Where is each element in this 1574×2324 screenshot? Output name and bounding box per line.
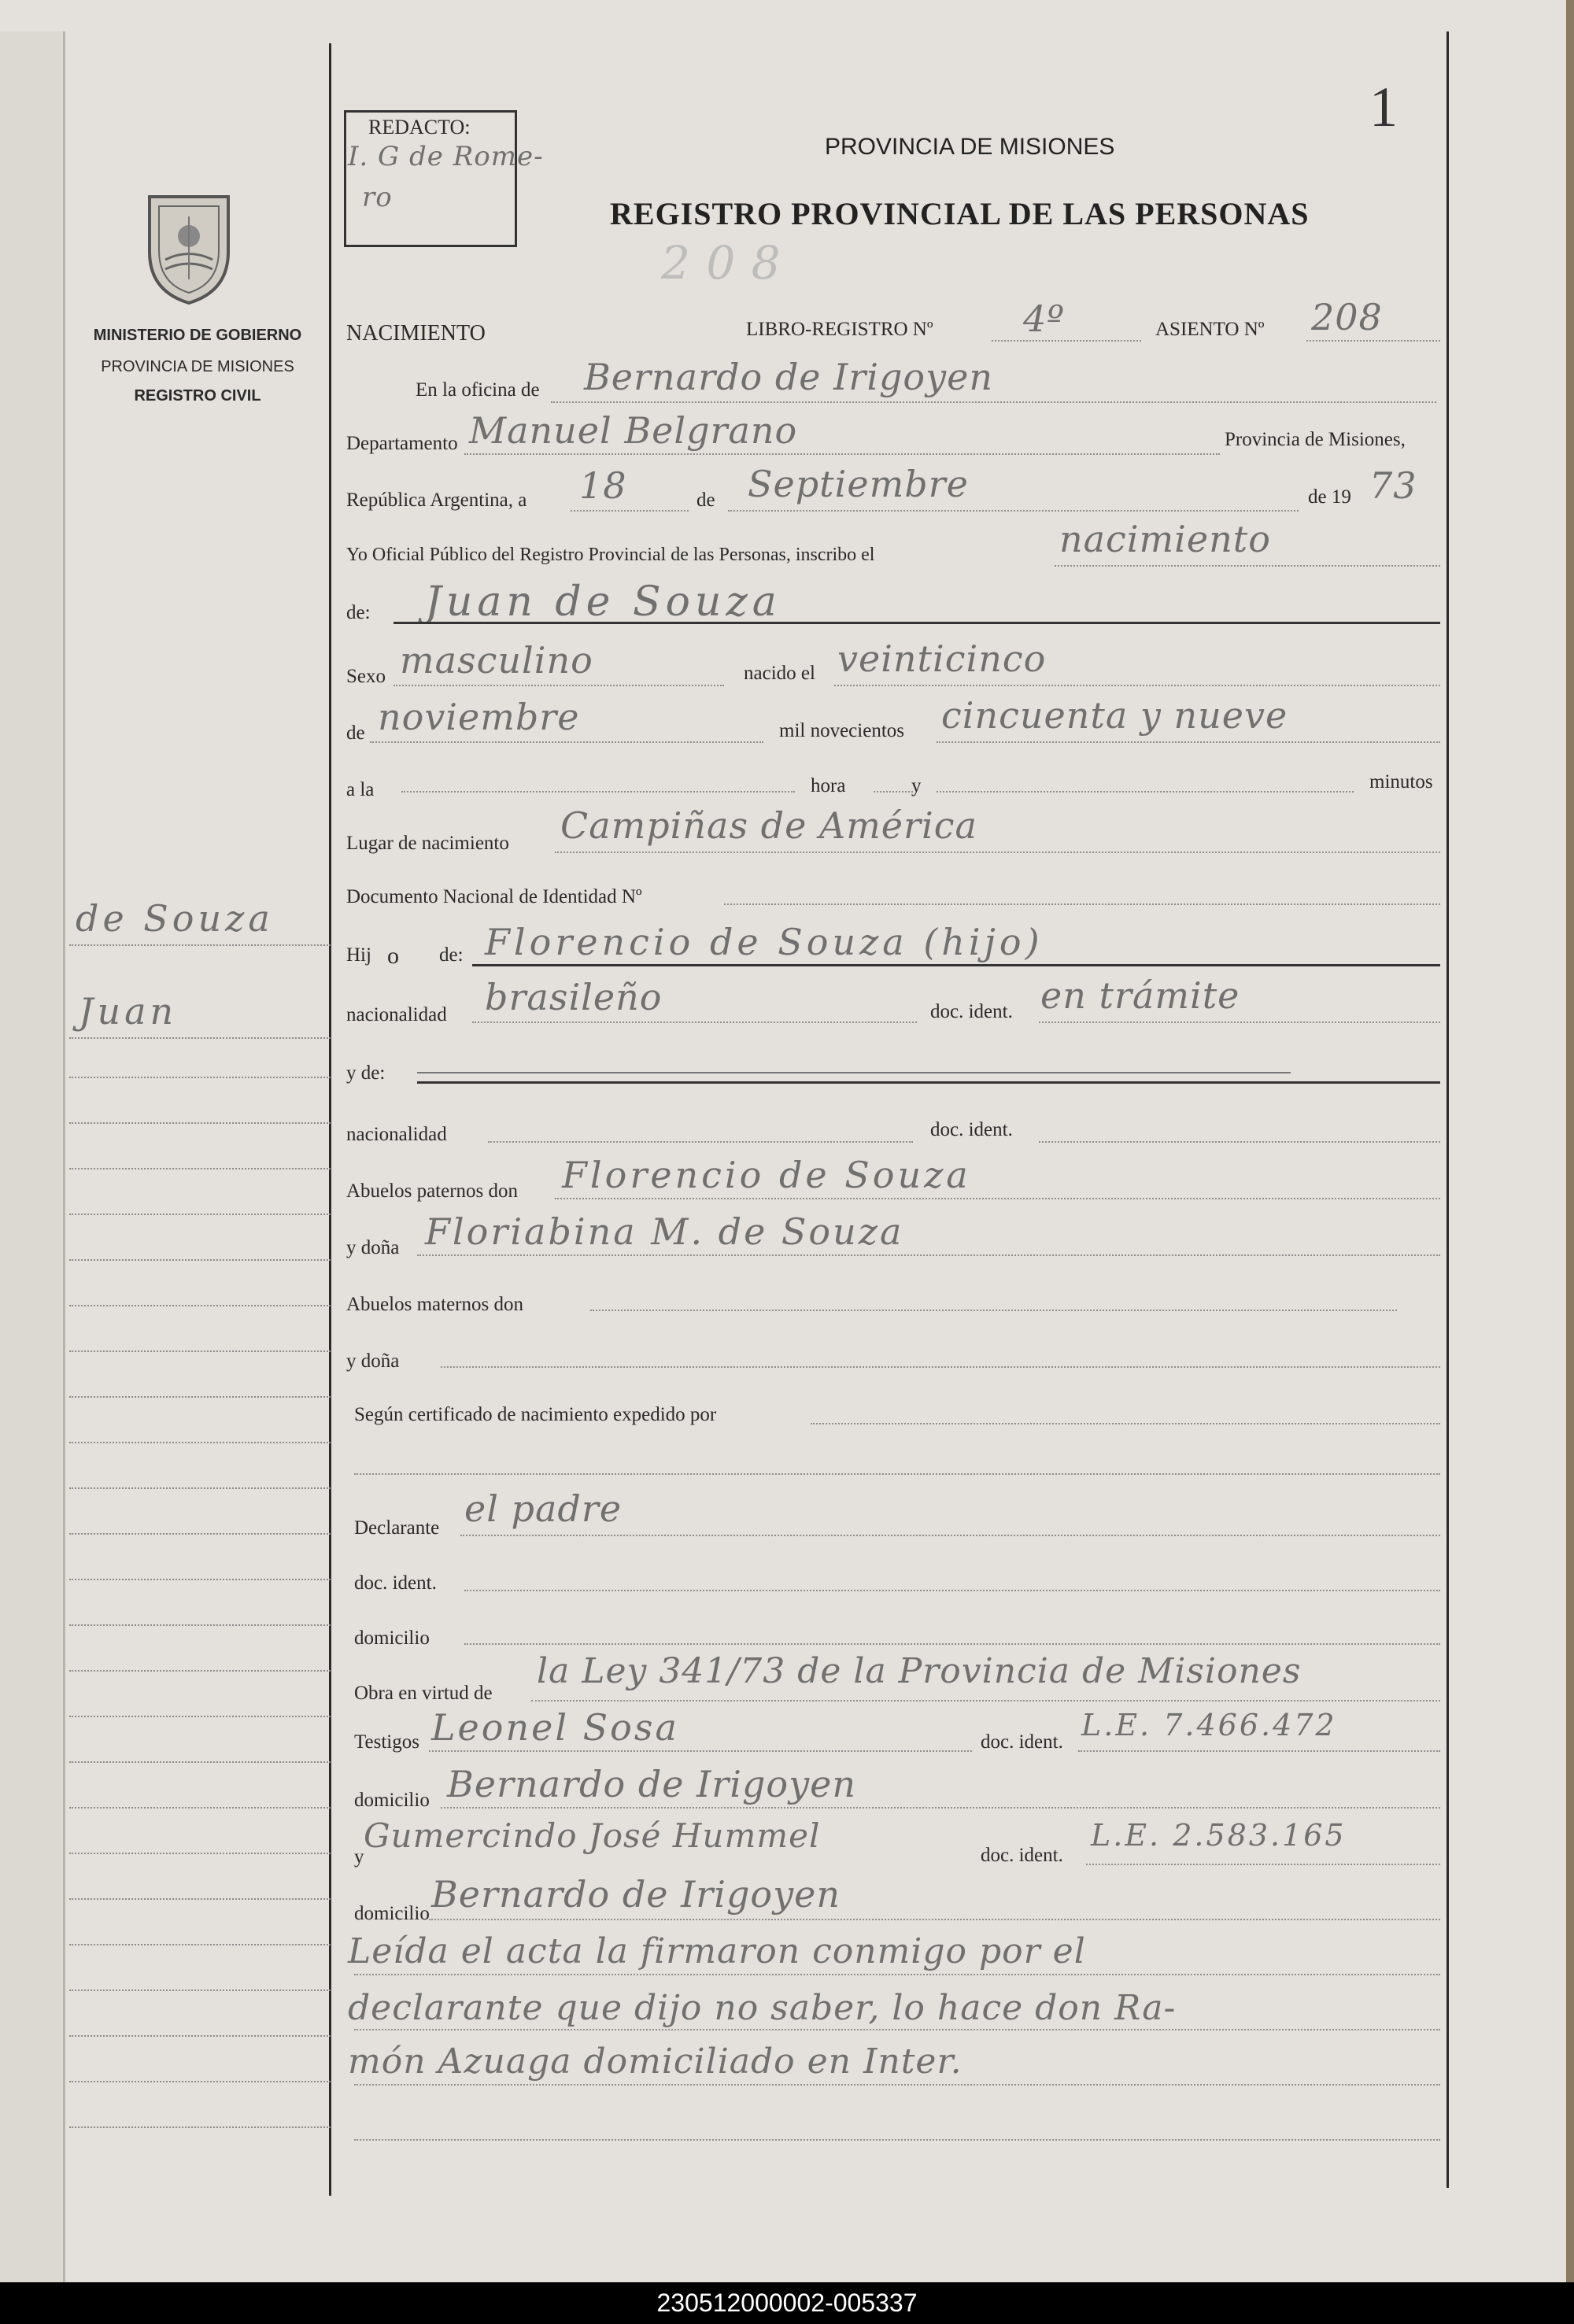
padre-nacionalidad-line <box>472 1022 917 1023</box>
testigo1-domicilio-line <box>441 1807 1440 1809</box>
name-line <box>394 622 1440 624</box>
birth-month-value: noviembre <box>378 696 580 738</box>
birth-year-line <box>937 741 1440 743</box>
libro-value: 4º <box>1023 297 1065 340</box>
hora-line <box>874 791 913 793</box>
margin-given-name: Juan <box>79 990 178 1033</box>
nacido-label: nacido el <box>744 663 815 684</box>
stub-line <box>69 2081 331 2082</box>
madre-nacionalidad-line <box>488 1141 913 1143</box>
minutos-label: minutos <box>1369 771 1433 793</box>
nota-rule-1 <box>354 1974 1440 1975</box>
birth-month-line <box>370 741 763 743</box>
stub-line <box>69 1487 331 1489</box>
doc-ident-label-3: doc. ident. <box>354 1572 437 1594</box>
yo-oficial-label: Yo Oficial Público del Registro Provincial de las Personas, inscribo el <box>346 545 875 565</box>
declarante-value: el padre <box>464 1487 623 1530</box>
inscribo-value: nacimiento <box>1059 518 1271 560</box>
madre-line <box>417 1081 1440 1084</box>
coat-of-arms-icon <box>134 181 244 307</box>
declarante-domicilio-line <box>464 1643 1440 1645</box>
abuelo-paterno-line <box>555 1198 1440 1199</box>
hijo-suffix: o <box>387 943 399 969</box>
lugar-line <box>555 852 1440 853</box>
sexo-label: Sexo <box>346 666 386 687</box>
doc-ident-label-2: doc. ident. <box>930 1119 1013 1140</box>
libro-line <box>992 340 1141 342</box>
testigo2-domicilio-line <box>429 1919 1440 1920</box>
abuelo-paterno-value: Florencio de Souza <box>562 1154 971 1196</box>
obra-value: la Ley 341/73 de la Provincia de Misiones <box>537 1651 1302 1691</box>
name-value: Juan de Souza <box>425 578 781 626</box>
nota-rule-2 <box>354 2029 1440 2030</box>
year-label: de 19 <box>1308 486 1351 508</box>
stub-line <box>69 1350 331 1352</box>
nota-line-2: declarante que dijo no saber, lo hace don Ra- <box>348 1988 1177 2028</box>
record-type: NACIMIENTO <box>346 321 486 345</box>
doc-ident-label-5: doc. ident. <box>981 1845 1063 1866</box>
redacto-value-2: ro <box>362 182 393 213</box>
testigo2-doc: L.E. 2.583.165 <box>1091 1818 1347 1853</box>
stub-line <box>69 1944 331 1945</box>
lugar-value: Campiñas de América <box>560 804 977 847</box>
abuela-paterna-line <box>417 1254 1440 1256</box>
declarante-doc-line <box>464 1590 1440 1591</box>
month-line <box>728 510 1299 512</box>
stub-line <box>69 1259 331 1261</box>
stub-line <box>69 1214 331 1215</box>
stub-line <box>69 944 331 946</box>
stub-line <box>69 1807 331 1809</box>
departamento-value: Manuel Belgrano <box>469 409 798 452</box>
testigo1-line <box>429 1750 972 1752</box>
stub-line <box>69 1077 331 1078</box>
certificado-line-2 <box>354 1473 1440 1475</box>
republica-label: República Argentina, a <box>346 490 527 511</box>
stub-line <box>69 1670 331 1672</box>
madre-line-thin <box>417 1072 1291 1073</box>
day-value: 18 <box>579 464 627 507</box>
hijo-label: Hij <box>346 944 371 966</box>
sexo-value: masculino <box>400 639 593 682</box>
nacionalidad-label-2: nacionalidad <box>346 1124 447 1145</box>
redacto-box <box>344 110 544 247</box>
stub-line <box>69 1037 331 1039</box>
year-value: 73 <box>1369 464 1417 507</box>
abuelo-materno-line <box>590 1310 1397 1311</box>
page-number: 1 <box>1369 76 1398 139</box>
month-value: Septiembre <box>748 463 969 505</box>
nacido-line <box>834 685 1440 686</box>
province-title: PROVINCIA DE MISIONES <box>825 134 1115 160</box>
sexo-line <box>394 685 724 686</box>
departamento-label: Departamento <box>346 433 458 454</box>
de-label-3: de <box>346 722 365 744</box>
de-label: de <box>696 490 715 511</box>
nota-line-3: món Azuaga domiciliado en Inter. <box>348 2041 963 2082</box>
obra-line <box>531 1700 1440 1701</box>
nacido-value: veinticinco <box>837 637 1047 680</box>
asiento-label: ASIENTO Nº <box>1155 319 1265 340</box>
testigos-label: Testigos <box>354 1731 419 1753</box>
y-dona-label: y doña <box>346 1237 400 1258</box>
stub-line <box>69 1442 331 1443</box>
oficina-label: En la oficina de <box>416 379 540 401</box>
birth-year-value: cincuenta y nueve <box>941 694 1288 737</box>
stub-line <box>69 1533 331 1535</box>
lugar-label: Lugar de nacimiento <box>346 833 509 854</box>
testigo2-domicilio: Bernardo de Irigoyen <box>431 1873 841 1916</box>
abuela-paterna-value: Floriabina M. de Souza <box>425 1210 904 1253</box>
stub-line <box>69 1305 331 1306</box>
libro-label: LIBRO-REGISTRO Nº <box>746 319 933 340</box>
margin-surname: de Souza <box>76 897 274 940</box>
testigo1-value: Leonel Sosa <box>431 1706 679 1749</box>
nacionalidad-label: nacionalidad <box>346 1004 447 1025</box>
declarante-label: Declarante <box>354 1517 440 1539</box>
nota-rule-3 <box>354 2084 1440 2086</box>
departamento-line <box>464 453 1220 455</box>
hora-label: hora <box>811 775 846 796</box>
redacto-value-1: I. G de Rome- <box>348 141 544 172</box>
declarante-line <box>460 1535 1440 1536</box>
abuelos-maternos-label: Abuelos maternos don <box>346 1294 523 1315</box>
de-label-2: de: <box>346 602 371 623</box>
padre-doc-line <box>1039 1022 1440 1023</box>
stub-line <box>69 1122 331 1124</box>
oficina-value: Bernardo de Irigoyen <box>584 356 993 398</box>
doc-ident-label-4: doc. ident. <box>981 1731 1063 1753</box>
stub-line <box>69 1579 331 1580</box>
stub-line <box>69 2126 331 2128</box>
stub-line <box>69 2035 331 2037</box>
dni-label: Documento Nacional de Identidad Nº <box>346 886 642 907</box>
testigo1-doc-line <box>1078 1750 1440 1752</box>
asiento-value: 208 <box>1311 296 1383 338</box>
registry-title: REGISTRO PROVINCIAL DE LAS PERSONAS <box>610 196 1310 231</box>
stub-line <box>69 1990 331 1991</box>
stub-line <box>69 1761 331 1763</box>
padre-line <box>472 964 1440 966</box>
testigo2-doc-line <box>1086 1864 1440 1865</box>
stub-line <box>69 1624 331 1626</box>
testigo1-doc: L.E. 7.466.472 <box>1081 1708 1337 1742</box>
image-id-footer: 230512000002-005337 <box>0 2282 1574 2324</box>
stub-line <box>69 1168 331 1169</box>
nota-line-1: Leída el acta la firmaron conmigo por el <box>348 1931 1086 1971</box>
y-dona-label-2: y doña <box>346 1350 400 1372</box>
padre-doc-value: en trámite <box>1040 974 1240 1017</box>
dni-line <box>724 903 1440 905</box>
domicilio-label: domicilio <box>354 1628 430 1649</box>
day-line <box>571 510 689 512</box>
stub-line <box>69 1396 331 1398</box>
a-la-line <box>401 791 795 793</box>
minutos-line <box>937 791 1354 793</box>
padre-value: Florencio de Souza (hijo) <box>485 921 1044 963</box>
stub-line <box>69 1898 331 1900</box>
abuelos-paternos-label: Abuelos paternos don <box>346 1180 519 1202</box>
domicilio-label-2: domicilio <box>354 1790 430 1811</box>
stub-line <box>69 1853 331 1854</box>
asiento-line <box>1306 340 1440 342</box>
right-page-border <box>1447 31 1449 2188</box>
y-de-label: y de: <box>346 1062 386 1084</box>
ministry-title: MINISTERIO DE GOBIERNO <box>93 327 302 344</box>
oficina-line <box>551 401 1436 403</box>
testigo2-value: Gumercindo José Hummel <box>364 1816 821 1855</box>
madre-doc-line <box>1039 1141 1440 1143</box>
inscribo-line <box>1055 565 1440 567</box>
domicilio-label-3: domicilio <box>354 1903 430 1924</box>
a-la-label: a la <box>346 779 375 800</box>
ministry-registro: REGISTRO CIVIL <box>134 387 261 405</box>
mil-label: mil novecientos <box>779 720 904 741</box>
pencil-number: 2 0 8 <box>661 236 781 290</box>
provincia-label: Provincia de Misiones, <box>1225 429 1406 450</box>
padre-nacionalidad-value: brasileño <box>485 976 663 1018</box>
doc-ident-label: doc. ident. <box>930 1001 1013 1022</box>
stub-line <box>69 1716 331 1717</box>
redacto-label: REDACTO: <box>368 116 471 139</box>
abuela-materna-line <box>441 1366 1440 1368</box>
certificado-label: Según certificado de nacimiento expedido por <box>354 1404 717 1425</box>
ministry-province: PROVINCIA DE MISIONES <box>101 358 294 375</box>
testigo1-domicilio: Bernardo de Irigoyen <box>447 1763 856 1805</box>
certificado-line <box>811 1423 1440 1424</box>
y-label: y <box>911 775 922 796</box>
nota-rule-4 <box>354 2139 1440 2141</box>
binding-stub <box>0 31 65 2282</box>
de-label-4: de: <box>439 944 464 966</box>
y-label-2: y <box>354 1846 364 1868</box>
obra-label: Obra en virtud de <box>354 1683 493 1704</box>
